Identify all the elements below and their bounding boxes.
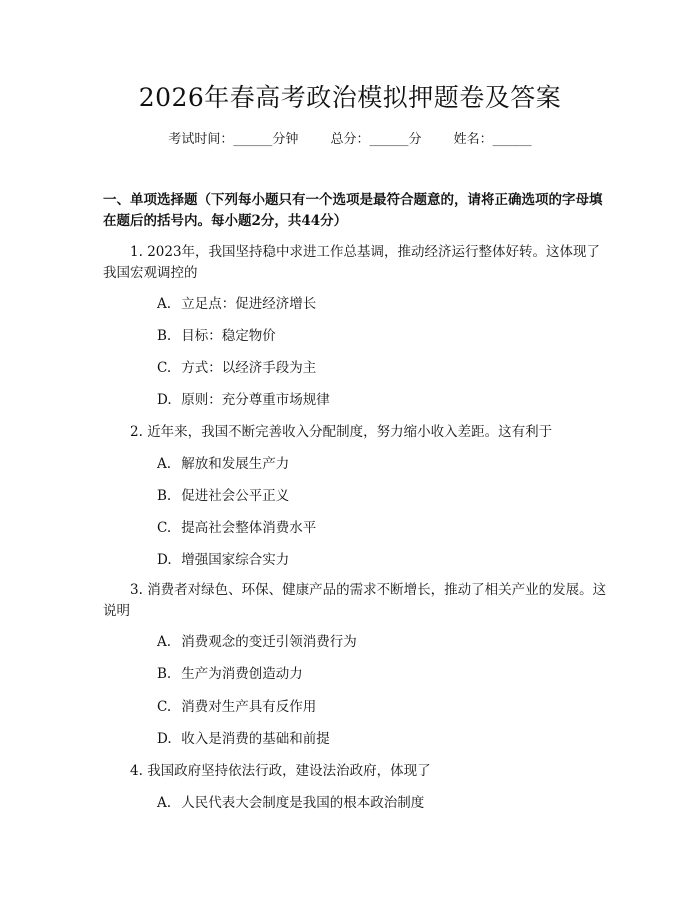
question-2-option-c bbox=[157, 518, 316, 539]
question-2 bbox=[103, 422, 608, 443]
student-name-field: 姓名：______ bbox=[453, 132, 532, 147]
option-text: 目标：稳定物价 bbox=[181, 328, 276, 344]
option-letter: D. bbox=[157, 731, 172, 747]
question-4 bbox=[103, 761, 608, 782]
option-text: 人民代表大会制度是我国的根本政治制度 bbox=[181, 795, 425, 811]
option-letter: C. bbox=[157, 699, 172, 715]
question-number: 1. bbox=[130, 244, 143, 260]
option-letter: A. bbox=[157, 296, 172, 312]
option-text: 立足点：促进经济增长 bbox=[181, 296, 317, 312]
option-text: 提高社会整体消费水平 bbox=[181, 520, 317, 536]
option-text: 方式：以经济手段为主 bbox=[181, 360, 317, 376]
option-letter: D. bbox=[157, 392, 172, 408]
option-letter: D. bbox=[157, 552, 172, 568]
question-number: 2. bbox=[130, 424, 143, 440]
option-text: 消费观念的变迁引领消费行为 bbox=[181, 634, 357, 650]
question-3-option-d bbox=[157, 729, 330, 750]
question-text: 消费者对绿色、环保、健康产品的需求不断增长，推动了相关产业的发展。这说明 bbox=[103, 582, 607, 619]
option-letter: B. bbox=[157, 328, 172, 344]
section-heading: 一、单项选择题（下列每小题只有一个选项是最符合题意的，请将正确选项的字母填在题后的括号内。每小题2分，共44分） bbox=[103, 192, 603, 229]
option-text: 收入是消费的基础和前提 bbox=[181, 731, 330, 747]
question-1-option-a bbox=[157, 294, 316, 315]
option-letter: C. bbox=[157, 520, 172, 536]
question-3-option-b bbox=[157, 664, 303, 685]
option-text: 增强国家综合实力 bbox=[181, 552, 290, 568]
option-text: 原则：充分尊重市场规律 bbox=[181, 392, 330, 408]
question-text: 我国政府坚持依法行政，建设法治政府，体现了 bbox=[147, 763, 431, 779]
question-number: 4. bbox=[130, 763, 143, 779]
question-text: 2023年，我国坚持稳中求进工作总基调，推动经济运行整体好转。这体现了我国宏观调控的 bbox=[103, 244, 601, 281]
question-2-option-a bbox=[157, 454, 289, 475]
question-4-option-a bbox=[157, 793, 424, 814]
option-text: 促进社会公平正义 bbox=[181, 488, 290, 504]
question-1-option-b bbox=[157, 326, 276, 347]
option-text: 消费对生产具有反作用 bbox=[181, 699, 317, 715]
question-text: 近年来，我国不断完善收入分配制度，努力缩小收入差距。这有利于 bbox=[147, 424, 553, 440]
option-letter: B. bbox=[157, 488, 172, 504]
question-1-option-d bbox=[157, 390, 330, 411]
option-letter: A. bbox=[157, 634, 172, 650]
exam-meta bbox=[0, 130, 700, 150]
option-letter: C. bbox=[157, 360, 172, 376]
exam-time-field: 考试时间：______分钟 bbox=[168, 132, 299, 147]
question-3-option-c bbox=[157, 697, 316, 718]
question-1 bbox=[103, 242, 608, 284]
question-3-option-a bbox=[157, 632, 357, 653]
document-title: 2026年春高考政治模拟押题卷及答案 bbox=[138, 83, 562, 112]
question-number: 3. bbox=[130, 582, 143, 598]
option-text: 解放和发展生产力 bbox=[181, 456, 290, 472]
option-text: 生产为消费创造动力 bbox=[181, 666, 303, 682]
question-2-option-d bbox=[157, 550, 289, 571]
total-score-field: 总分：______分 bbox=[330, 132, 422, 147]
question-1-option-c bbox=[157, 358, 316, 379]
option-letter: A. bbox=[157, 456, 172, 472]
question-3 bbox=[103, 580, 608, 622]
option-letter: B. bbox=[157, 666, 172, 682]
option-letter: A. bbox=[157, 795, 172, 811]
question-2-option-b bbox=[157, 486, 289, 507]
